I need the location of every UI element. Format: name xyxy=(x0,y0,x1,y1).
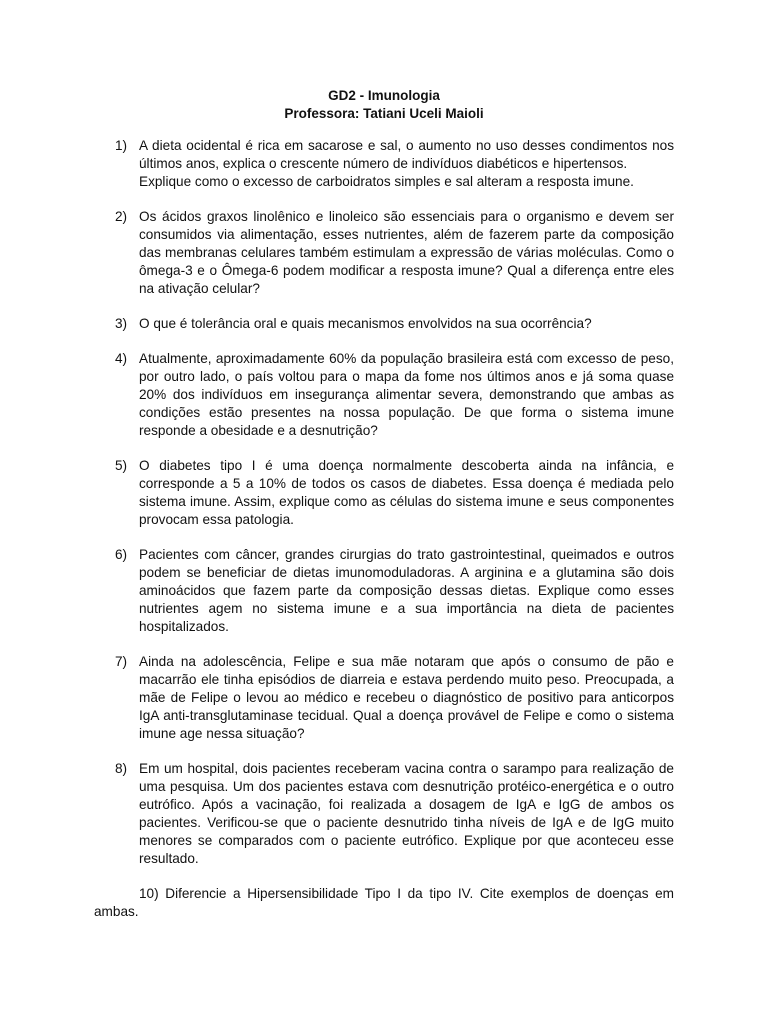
question-1 xyxy=(0,137,674,191)
question-6 xyxy=(0,546,674,636)
document-title: GD2 - Imunologia xyxy=(328,88,440,103)
question-number: 8) xyxy=(115,761,128,776)
question-5 xyxy=(0,457,674,529)
question-7 xyxy=(0,653,674,743)
question-text: Atualmente, aproximadamente 60% da população brasileira está com excesso de peso, por outro lado, o país voltou para o mapa da fome nos últimos anos e já soma quase 20% dos indivíduos em insegurança alimentar severa, demonstrando que ambas as condições estão presentes na nossa população. De que forma o sistema imune responde a obesidade e a desnutrição? xyxy=(139,351,674,438)
question-number: 5) xyxy=(115,458,128,473)
question-text: Ainda na adolescência, Felipe e sua mãe notaram que após o consumo de pão e macarrão ele tinha episódios de diarreia e estava perdendo muito peso. Preocupada, a mãe de Felipe o levou ao médico e recebeu o diagnóstico de positivo para anticorpos IgA anti-transglutaminase tecidual. Qual a doença provável de Felipe e como o sistema imune age nessa situação? xyxy=(139,654,674,741)
document-header xyxy=(0,87,768,123)
question-text: Pacientes com câncer, grandes cirurgias do trato gastrointestinal, queimados e outros podem se beneficiar de dietas imunomoduladoras. A arginina e a glutamina são dois aminoácidos que fazem parte da composição dessas dietas. Explique como esses nutrientes agem no sistema imune e a sua importância na dieta de pacientes hospitalizados. xyxy=(139,547,674,634)
question-text: O diabetes tipo I é uma doença normalmente descoberta ainda na infância, e corresponde a 5 a 10% de todos os casos de diabetes. Essa doença é mediada pelo sistema imune. Assim, explique como as células do sistema imune e seus componentes provocam essa patologia. xyxy=(139,458,674,527)
question-prompt: Explique como o excesso de carboidratos simples e sal alteram a resposta imune. xyxy=(139,174,634,189)
professor-name: Professora: Tatiani Uceli Maioli xyxy=(284,106,484,121)
question-text: A dieta ocidental é rica em sacarose e sal, o aumento no uso desses condimentos nos últimos anos, explica o crescente número de indivíduos diabéticos e hipertensos. xyxy=(139,138,674,171)
question-list xyxy=(0,137,768,938)
question-8 xyxy=(0,760,674,868)
question-3 xyxy=(0,315,674,333)
question-number: 7) xyxy=(115,654,128,669)
question-number: 6) xyxy=(115,547,128,562)
question-number: 2) xyxy=(115,209,128,224)
question-number: 1) xyxy=(115,138,128,153)
question-2 xyxy=(0,208,674,298)
question-4 xyxy=(0,350,674,440)
question-text: 10) Diferencie a Hipersensibilidade Tipo I da tipo IV. Cite exemplos de doenças em ambas. xyxy=(94,886,674,919)
question-text: Os ácidos graxos linolênico e linoleico são essenciais para o organismo e devem ser consumidos via alimentação, esses nutrientes, além de fazerem parte da composição das membranas celulares também estimulam a expressão de várias moléculas. Como o ômega-3 e o Ômega-6 podem modificar a resposta imune? Qual a diferença entre eles na ativação celular? xyxy=(139,209,674,296)
question-number: 4) xyxy=(115,351,128,366)
question-10 xyxy=(0,885,674,921)
question-text: Em um hospital, dois pacientes receberam vacina contra o sarampo para realização de uma pesquisa. Um dos pacientes estava com desnutrição protéico-energética e o outro eutrófico. Após a vacinação, foi realizada a dosagem de IgA e IgG de ambos os pacientes. Verificou-se que o paciente desnutrido tinha níveis de IgA e de IgG muito menores se comparados com o paciente eutrófico. Explique por que aconteceu esse resultado. xyxy=(139,761,674,866)
question-number: 3) xyxy=(115,316,128,331)
question-text: O que é tolerância oral e quais mecanismos envolvidos na sua ocorrência? xyxy=(139,316,592,331)
